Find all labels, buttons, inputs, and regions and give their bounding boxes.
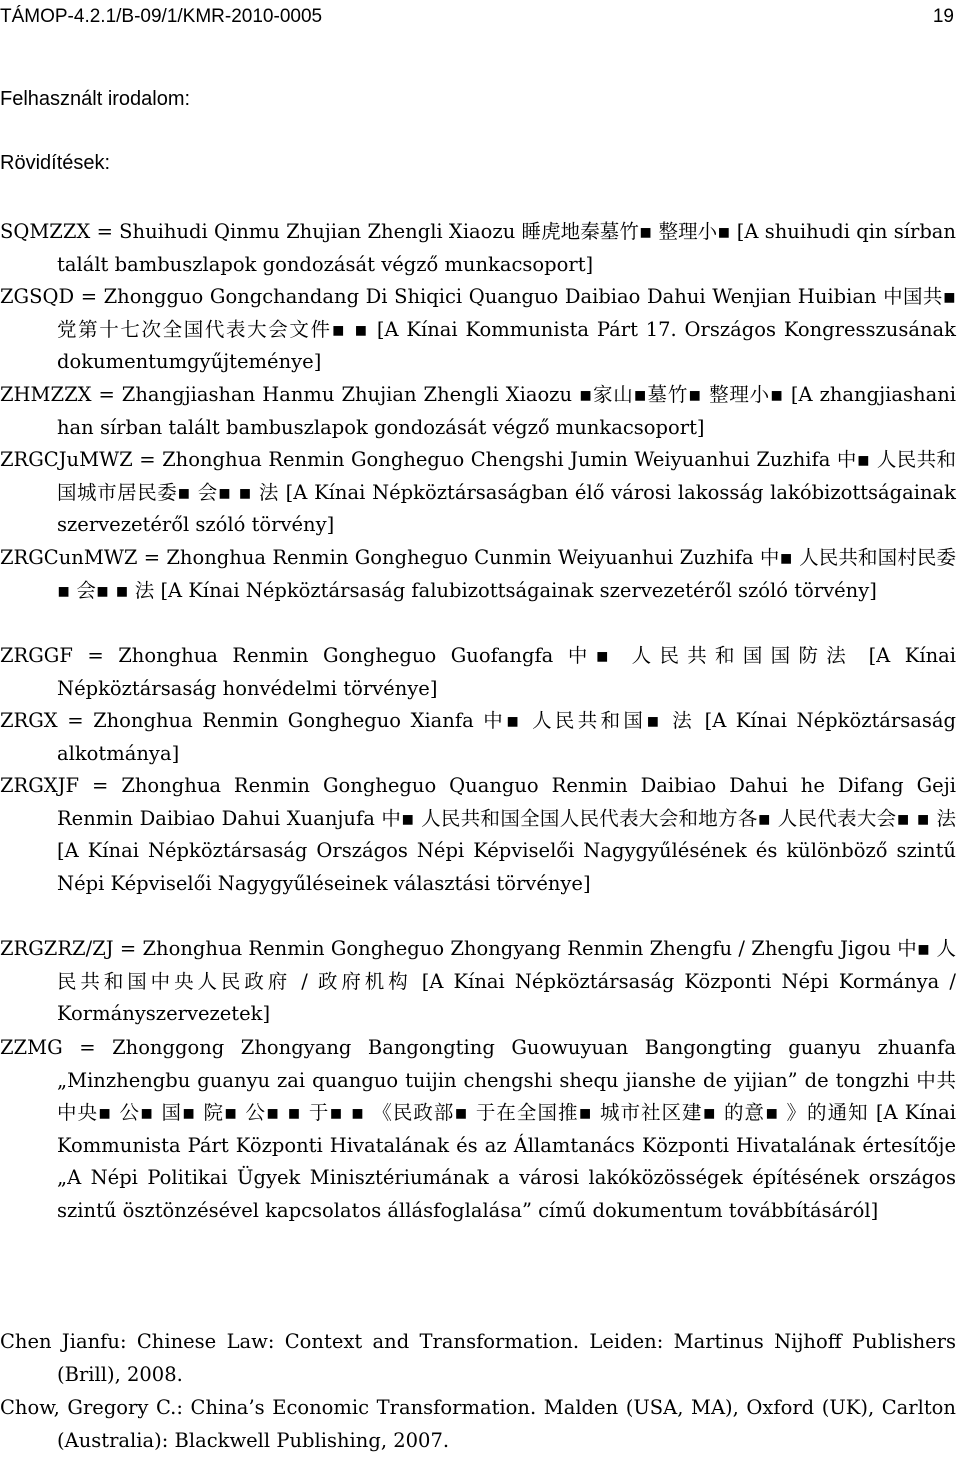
abbreviation-entry-zrgzrz: ZRGZRZ/ZJ = Zhonghua Renmin Gongheguo Zhongyang Renmin Zhengfu / Zhengfu Jigou 中▪ 人民共和国中央人民政府 / 政府机构 [A Kínai Népköztársaság Központi Népi Kormánya / Kormányszervezetek]	[0, 937, 956, 1025]
abbreviation-entry-zrgxjf: ZRGXJF = Zhonghua Renmin Gongheguo Quanguo Renmin Daibiao Dahui he Difang Geji Renmin Daibiao Dahui Xuanjufa 中▪ 人民共和国全国人民代表大会和地方各▪ 人民代表大会▪ ▪ 法 [A Kínai Népköztársaság Országos Népi Képviselői Nagygyűlésének és különböző szintű Népi Képviselői Nagygyűléseinek választási törvénye]	[0, 774, 956, 895]
sources-heading: Felhasznált irodalom:	[0, 88, 191, 110]
abbreviations-heading: Rövidítések:	[0, 152, 111, 174]
abbreviation-entry-sqmzzx: SQMZZX = Shuihudi Qinmu Zhujian Zhengli Xiaozu 睡虎地秦墓竹▪ 整理小▪ [A shuihudi qin sírban talált bambuszlapok gondozását végző munkacsoport]	[0, 220, 956, 276]
abbreviation-entry-zrgcunmwz: ZRGCunMWZ = Zhonghua Renmin Gongheguo Cunmin Weiyuanhui Zuzhifa 中▪ 人民共和国村民委▪ 会▪ ▪ 法 [A Kínai Népköztársaság falubizottságainak szervezetéről szóló törvény]	[0, 546, 956, 602]
abbreviation-entry-zrggf: ZRGGF = Zhonghua Renmin Gongheguo Guofangfa 中▪ 人民共和国国防法 [A Kínai Népköztársaság honvédelmi törvénye]	[0, 644, 956, 700]
abbreviation-entry-zrgcjumwz: ZRGCJuMWZ = Zhonghua Renmin Gongheguo Chengshi Jumin Weiyuanhui Zuzhifa 中▪ 人民共和国城市居民委▪ 会▪ ▪ 法 [A Kínai Népköztársaságban élő városi lakosság lakóbizottságainak szervezetéről szóló törvény]	[0, 448, 956, 536]
abbreviation-entry-zrgx: ZRGX = Zhonghua Renmin Gongheguo Xianfa 中▪ 人民共和国▪ 法 [A Kínai Népköztársaság alkotmánya]	[0, 709, 956, 765]
reference-chow: Chow, Gregory C.: China’s Economic Transformation. Malden (USA, MA), Oxford (UK), Carlton (Australia): Blackwell Publishing, 2007.	[0, 1396, 956, 1452]
abbreviation-entry-zzmg: ZZMG = Zhonggong Zhongyang Bangongting Guowuyuan Bangongting guanyu zhuanfa „Minzhengbu guanyu zai quanguo tuijin chengshi shequ jianshe de yijian” de tongzhi 中共中央▪ 公▪ 国▪ 院▪ 公▪ ▪ 于▪ ▪ 《民政部▪ 于在全国推▪ 城市社区建▪ 的意▪ 》的通知 [A Kínai Kommunista Párt Központi Hivatalának és az Államtanács Központi Hivatalának értesítője „A Népi Politikai Ügyek Minisztériumának a városi lakóközösségek építésének országos szintű ösztönzésével kapcsolatos állásfoglalása” című dokumentum továbbításáról]	[0, 1036, 956, 1222]
page-header	[0, 6, 954, 32]
abbreviation-entry-zhmzzx: ZHMZZX = Zhangjiashan Hanmu Zhujian Zhengli Xiaozu ▪家山▪墓竹▪ 整理小▪ [A zhangjiashani han sírban talált bambuszlapok gondozását végző munkacsoport]	[0, 383, 956, 439]
reference-chen: Chen Jianfu: Chinese Law: Context and Transformation. Leiden: Martinus Nijhoff Publishers (Brill), 2008.	[0, 1330, 956, 1386]
page-number: 19	[932, 6, 954, 27]
abbreviation-entry-zgsqd: ZGSQD = Zhongguo Gongchandang Di Shiqici Quanguo Daibiao Dahui Wenjian Huibian 中国共▪ 党第十七次全国代表大会文件▪ ▪ [A Kínai Kommunista Párt 17. Országos Kongresszusának dokumentumgyűjteménye]	[0, 285, 956, 373]
project-code: TÁMOP-4.2.1/B-09/1/KMR-2010-0005	[0, 6, 323, 27]
